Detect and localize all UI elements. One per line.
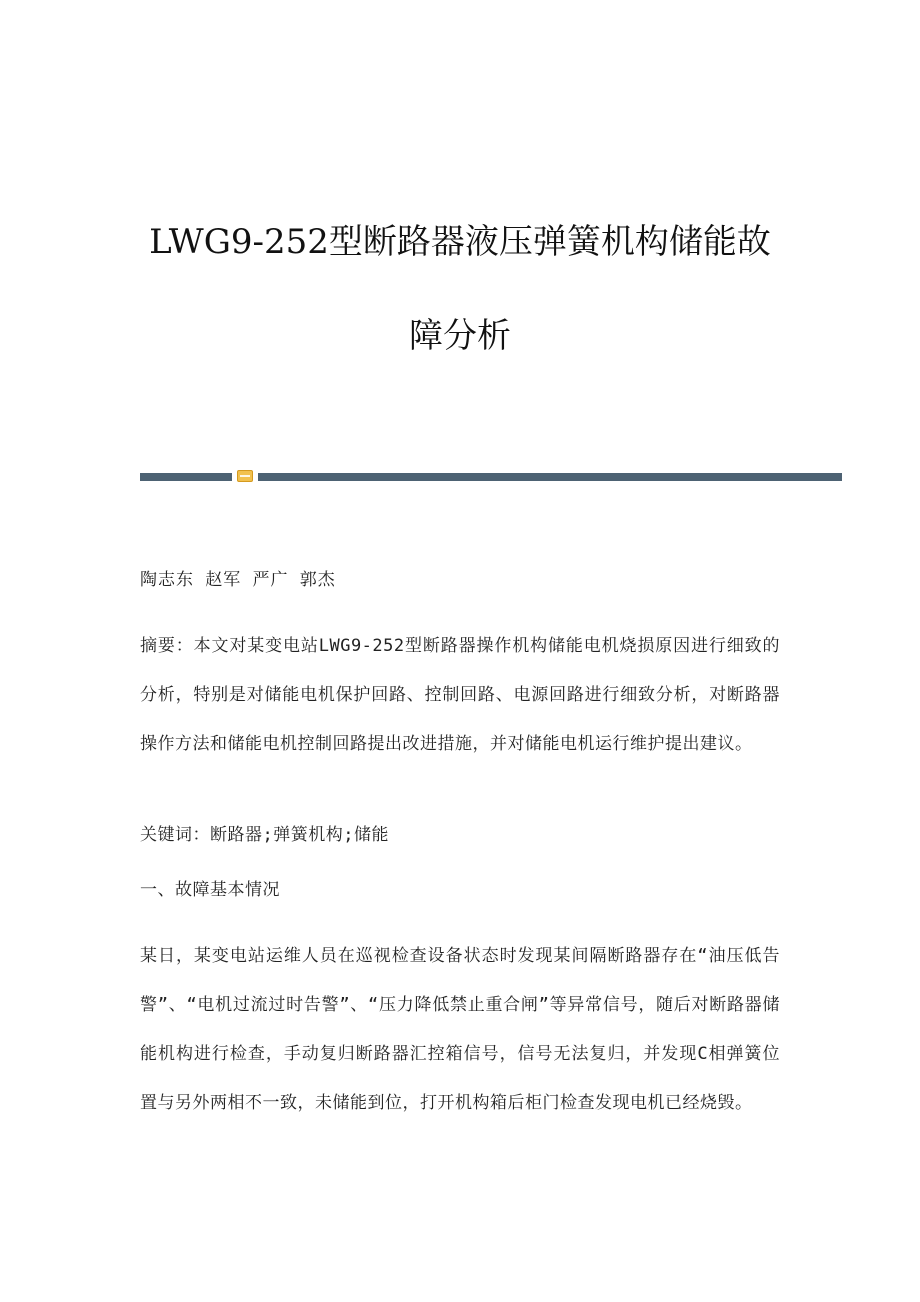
authors-line: 陶志东 赵军 严广 郭杰 <box>140 570 336 590</box>
abstract-paragraph: 摘要：本文对某变电站LWG9-252型断路器操作机构储能电机烧损原因进行细致的分析，特别是对储能电机保护回路、控制回路、电源回路进行细致分析，对断路器操作方法和储能电机控制回路提出改进措施，并对储能电机运行维护提出建议。 <box>140 636 780 754</box>
title-divider <box>140 470 842 484</box>
document-emblem-icon <box>237 470 253 482</box>
document-title-line-2: 障分析 <box>409 316 511 356</box>
divider-bar-left <box>140 473 232 481</box>
section-heading: 一、故障基本情况 <box>140 880 280 900</box>
divider-bar-right <box>258 473 842 481</box>
body-paragraph: 某日，某变电站运维人员在巡视检查设备状态时发现某间隔断路器存在“油压低告警”、“电机过流过时告警”、“压力降低禁止重合闸”等异常信号，随后对断路器储能机构进行检查，手动复归断路器汇控箱信号，信号无法复归，并发现C相弹簧位置与另外两相不一致，未储能到位，打开机构箱后柜门检查发现电机已经烧毁。 <box>140 946 780 1113</box>
document-title-line-1: LWG9-252型断路器液压弹簧机构储能故 <box>149 222 771 262</box>
keywords-line: 关键词：断路器;弹簧机构;储能 <box>140 825 389 845</box>
